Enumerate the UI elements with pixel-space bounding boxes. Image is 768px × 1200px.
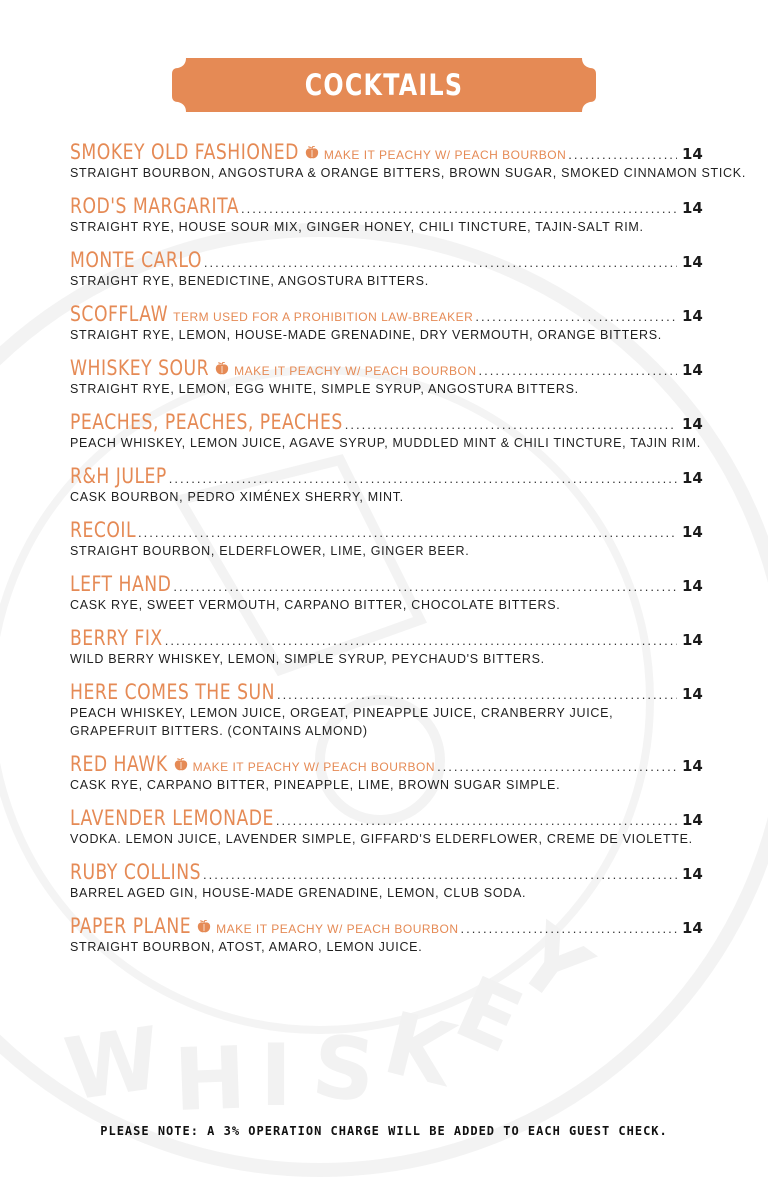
menu-item-note: MAKE IT PEACHY W/ PEACH BOURBON bbox=[234, 364, 477, 378]
menu-item-heading bbox=[70, 194, 703, 218]
menu-item-name: RECOIL bbox=[70, 518, 137, 542]
menu-item bbox=[70, 410, 703, 464]
menu-item-description: PEACH WHISKEY, LEMON JUICE, ORGEAT, PINEAPPLE JUICE, CRANBERRY JUICE, bbox=[70, 706, 614, 720]
menu-item-heading bbox=[70, 752, 703, 776]
menu-item-heading bbox=[70, 248, 703, 272]
menu-item-heading bbox=[70, 356, 703, 380]
menu-item bbox=[70, 518, 703, 572]
menu-item-name: SCOFFLAW bbox=[70, 302, 169, 326]
menu-item-name-wrap bbox=[70, 806, 274, 833]
menu-item bbox=[70, 752, 703, 806]
menu-item-name-wrap bbox=[70, 356, 209, 383]
peach-icon bbox=[197, 917, 211, 930]
menu-item-name-wrap bbox=[70, 302, 168, 329]
svg-text:E: E bbox=[441, 957, 536, 1074]
menu-item bbox=[70, 464, 703, 518]
menu-item-name-wrap bbox=[70, 680, 275, 707]
peach-icon bbox=[174, 755, 188, 768]
menu-item-heading bbox=[70, 572, 703, 596]
menu-item-name-wrap bbox=[70, 410, 343, 437]
menu-item-name: BERRY FIX bbox=[70, 626, 163, 650]
svg-text:W: W bbox=[59, 1008, 167, 1121]
menu-item-price: 14 bbox=[682, 919, 703, 937]
menu-item-note: MAKE IT PEACHY W/ PEACH BOURBON bbox=[216, 922, 459, 936]
menu-item-name: MONTE CARLO bbox=[70, 248, 202, 272]
menu-item-note: MAKE IT PEACHY W/ PEACH BOURBON bbox=[323, 148, 567, 162]
menu-item-description: STRAIGHT RYE, BENEDICTINE, ANGOSTURA BITTERS. bbox=[70, 274, 429, 288]
menu-item-name: ROD'S MARGARITA bbox=[70, 194, 240, 218]
menu-item-name: PEACHES, PEACHES, PEACHES bbox=[70, 410, 343, 434]
menu-item bbox=[70, 626, 703, 680]
menu-item-heading bbox=[70, 140, 703, 164]
menu-item bbox=[70, 356, 703, 410]
menu-item-price: 14 bbox=[682, 865, 703, 883]
menu-item bbox=[70, 680, 703, 752]
menu-item bbox=[70, 248, 703, 302]
menu-item-name: R&H JULEP bbox=[70, 464, 167, 488]
menu-item-name-wrap bbox=[70, 626, 163, 653]
peach-icon bbox=[305, 143, 319, 156]
menu-item-name-wrap bbox=[70, 914, 191, 941]
menu-item-heading bbox=[70, 680, 703, 704]
menu-item-price: 14 bbox=[682, 631, 703, 649]
menu-item bbox=[70, 302, 703, 356]
menu-item bbox=[70, 806, 703, 860]
menu-item-description: PEACH WHISKEY, LEMON JUICE, AGAVE SYRUP, MUDDLED MINT & CHILI TINCTURE, TAJIN RIM. bbox=[70, 436, 701, 450]
dot-leader bbox=[461, 917, 677, 941]
menu-item-heading bbox=[70, 518, 703, 542]
menu-item-price: 14 bbox=[682, 757, 703, 775]
menu-item-note: TERM USED FOR A PROHIBITION LAW-BREAKER bbox=[173, 310, 474, 324]
menu-item-note: MAKE IT PEACHY W/ PEACH BOURBON bbox=[192, 760, 436, 774]
svg-text:I: I bbox=[260, 1026, 292, 1126]
menu-item-price: 14 bbox=[682, 577, 703, 595]
menu-item-price: 14 bbox=[682, 469, 703, 487]
menu-item-price: 14 bbox=[682, 307, 703, 325]
cocktail-menu bbox=[70, 140, 746, 968]
menu-item-description: GRAPEFRUIT BITTERS. (CONTAINS ALMOND) bbox=[70, 724, 368, 738]
menu-item-description: CASK BOURBON, PEDRO XIMÉNEX SHERRY, MINT. bbox=[70, 490, 404, 504]
menu-item-heading bbox=[70, 914, 703, 938]
menu-item-name: SMOKEY OLD FASHIONED bbox=[70, 140, 299, 164]
menu-item-description: BARREL AGED GIN, HOUSE-MADE GRENADINE, LEMON, CLUB SODA. bbox=[70, 886, 527, 900]
menu-item-description: CASK RYE, CARPANO BITTER, PINEAPPLE, LIME, BROWN SUGAR SIMPLE. bbox=[70, 778, 561, 792]
menu-item-description: STRAIGHT BOURBON, ELDERFLOWER, LIME, GINGER BEER. bbox=[70, 544, 470, 558]
menu-item-heading bbox=[70, 464, 703, 488]
menu-item-name-wrap bbox=[70, 572, 171, 599]
menu-item-price: 14 bbox=[682, 145, 703, 163]
menu-item-name-wrap bbox=[70, 518, 136, 545]
menu-item-name-wrap bbox=[70, 752, 168, 779]
menu-item-name: RUBY COLLINS bbox=[70, 860, 201, 884]
menu-item-description: VODKA. LEMON JUICE, LAVENDER SIMPLE, GIFFARD'S ELDERFLOWER, CREME DE VIOLETTE. bbox=[70, 832, 693, 846]
menu-item-description: STRAIGHT BOURBON, ANGOSTURA & ORANGE BITTERS, BROWN SUGAR, SMOKED CINNAMON STICK. bbox=[70, 166, 746, 180]
menu-item-name-wrap bbox=[70, 248, 202, 275]
menu-item-description: STRAIGHT BOURBON, ATOST, AMARO, LEMON JUICE. bbox=[70, 940, 423, 954]
menu-item bbox=[70, 914, 703, 968]
menu-item-name: LEFT HAND bbox=[70, 572, 172, 596]
menu-item-description: WILD BERRY WHISKEY, LEMON, SIMPLE SYRUP, PEYCHAUD'S BITTERS. bbox=[70, 652, 545, 666]
menu-item-name: PAPER PLANE bbox=[70, 914, 192, 938]
menu-item-heading bbox=[70, 806, 703, 830]
svg-text:H: H bbox=[172, 1028, 248, 1131]
menu-item bbox=[70, 194, 703, 248]
menu-item-name-wrap bbox=[70, 860, 201, 887]
peach-icon bbox=[215, 359, 229, 372]
menu-item-description: STRAIGHT RYE, HOUSE SOUR MIX, GINGER HONEY, CHILI TINCTURE, TAJIN-SALT RIM. bbox=[70, 220, 644, 234]
menu-item-price: 14 bbox=[682, 685, 703, 703]
menu-item bbox=[70, 572, 703, 626]
menu-item bbox=[70, 140, 746, 194]
menu-item-price: 14 bbox=[682, 199, 703, 217]
menu-item-name: WHISKEY SOUR bbox=[70, 356, 210, 380]
menu-item-heading bbox=[70, 626, 703, 650]
svg-text:S: S bbox=[307, 1016, 380, 1123]
menu-item-name-wrap bbox=[70, 140, 299, 167]
menu-item-name-wrap bbox=[70, 194, 239, 221]
menu-item-name: LAVENDER LEMONADE bbox=[70, 806, 274, 830]
menu-item-description: CASK RYE, SWEET VERMOUTH, CARPANO BITTER, CHOCOLATE BITTERS. bbox=[70, 598, 561, 612]
menu-item-heading bbox=[70, 410, 703, 434]
menu-item bbox=[70, 860, 703, 914]
menu-item-name: HERE COMES THE SUN bbox=[70, 680, 275, 704]
operation-charge-notice: PLEASE NOTE: A 3% OPERATION CHARGE WILL BE ADDED TO EACH GUEST CHECK. bbox=[100, 1124, 668, 1138]
menu-item-name: RED HAWK bbox=[70, 752, 168, 776]
menu-item-description: STRAIGHT RYE, LEMON, HOUSE-MADE GRENADINE, DRY VERMOUTH, ORANGE BITTERS. bbox=[70, 328, 662, 342]
menu-item-price: 14 bbox=[682, 523, 703, 541]
svg-text:K: K bbox=[374, 993, 464, 1107]
svg-text:Y: Y bbox=[497, 906, 607, 1024]
cocktails-banner bbox=[172, 58, 596, 112]
menu-item-price: 14 bbox=[682, 811, 703, 829]
page-title: COCKTAILS bbox=[304, 68, 464, 102]
menu-item-price: 14 bbox=[682, 415, 703, 433]
menu-item-heading bbox=[70, 302, 703, 326]
menu-item-price: 14 bbox=[682, 361, 703, 379]
menu-item-heading bbox=[70, 860, 703, 884]
menu-item-name-wrap bbox=[70, 464, 167, 491]
menu-item-description: STRAIGHT RYE, LEMON, EGG WHITE, SIMPLE SYRUP, ANGOSTURA BITTERS. bbox=[70, 382, 579, 396]
menu-item-price: 14 bbox=[682, 253, 703, 271]
